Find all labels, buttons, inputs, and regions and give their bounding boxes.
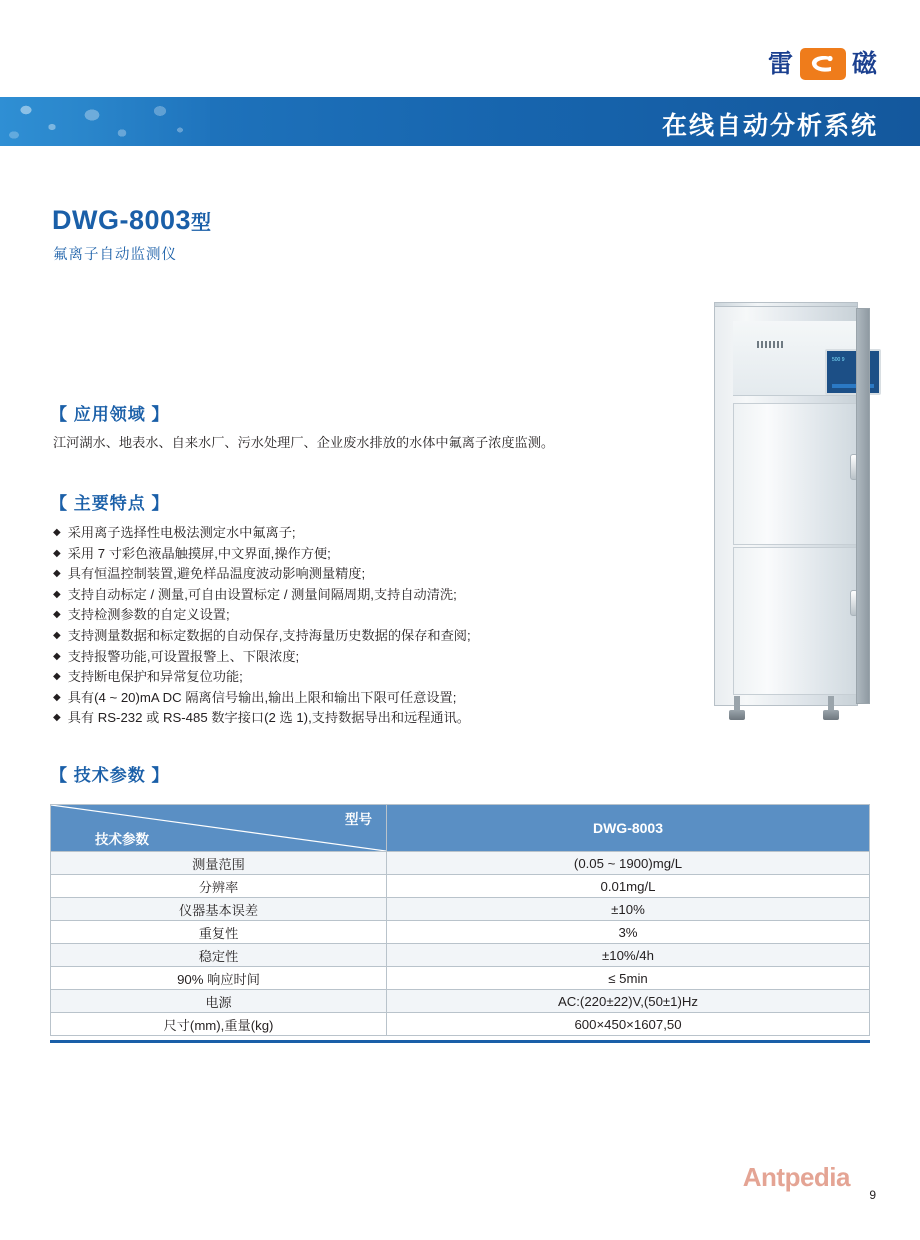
param-name: 90% 响应时间 <box>51 967 387 990</box>
table-row <box>51 1013 870 1036</box>
diamond-bullet-icon: ◆ <box>53 547 61 559</box>
table-header-value: DWG-8003 <box>387 805 870 852</box>
diamond-bullet-icon: ◆ <box>53 671 61 683</box>
table-header-row <box>51 805 870 852</box>
list-item <box>53 564 673 585</box>
section-heading-features: 【 主要特点 】 <box>50 494 170 513</box>
param-name: 测量范围 <box>51 852 387 875</box>
list-item <box>53 688 673 709</box>
list-item <box>53 605 673 626</box>
product-subtitle: 氟离子自动监测仪 <box>53 247 177 263</box>
param-name: 分辨率 <box>51 875 387 898</box>
brand-char-left: 雷 <box>767 49 794 78</box>
feature-text: 支持断电保护和异常复位功能; <box>67 669 243 685</box>
param-name: 稳定性 <box>51 944 387 967</box>
list-item <box>53 667 673 688</box>
param-value: ≤ 5min <box>387 967 870 990</box>
cabinet-foot <box>729 710 745 720</box>
feature-text: 具有(4 ~ 20)mA DC 隔离信号输出,输出上限和输出下限可任意设置; <box>67 689 457 705</box>
param-value: (0.05 ~ 1900)mg/L <box>387 852 870 875</box>
water-drops-decoration <box>0 97 210 146</box>
watermark: Antpedia <box>742 1162 850 1192</box>
param-name: 电源 <box>51 990 387 1013</box>
list-item <box>53 626 673 647</box>
diamond-bullet-icon: ◆ <box>53 588 61 600</box>
diamond-bullet-icon: ◆ <box>53 527 61 538</box>
cabinet-foot <box>823 710 839 720</box>
feature-text: 采用 7 寸彩色液晶触摸屏,中文界面,操作方便; <box>67 545 331 561</box>
table-row <box>51 852 870 875</box>
table-row <box>51 967 870 990</box>
diamond-bullet-icon: ◆ <box>53 712 61 724</box>
product-model: DWG-8003 <box>52 205 192 235</box>
diagonal-split <box>51 805 386 851</box>
feature-text: 支持测量数据和标定数据的自动保存,支持海量历史数据的保存和查阅; <box>67 627 471 643</box>
list-item <box>53 647 673 668</box>
list-item <box>53 523 673 544</box>
brand-char-right: 磁 <box>851 49 878 78</box>
cabinet-side-panel <box>856 308 870 704</box>
cabinet-body <box>714 306 858 706</box>
footer-divider <box>50 1040 870 1043</box>
panel-label-icon <box>757 341 783 348</box>
header-banner <box>0 97 920 146</box>
table-row <box>51 898 870 921</box>
param-value: 600×450×1607,50 <box>387 1013 870 1036</box>
feature-text: 支持报警功能,可设置报警上、下限浓度; <box>67 648 300 664</box>
param-value: 3% <box>387 921 870 944</box>
inesa-swirl-logo-icon <box>800 48 846 80</box>
product-photo <box>700 296 880 726</box>
control-panel <box>733 321 867 396</box>
param-value: 0.01mg/L <box>387 875 870 898</box>
section-heading-tech: 【 技术参数 】 <box>50 766 170 785</box>
table-header-split-cell <box>51 805 387 852</box>
cabinet-upper-door <box>733 403 869 545</box>
table-row <box>51 944 870 967</box>
device-screen <box>825 349 881 395</box>
param-name: 尺寸(mm),重量(kg) <box>51 1013 387 1036</box>
product-model-suffix: 型 <box>191 212 212 234</box>
param-name: 重复性 <box>51 921 387 944</box>
param-name: 仪器基本误差 <box>51 898 387 921</box>
feature-text: 具有恒温控制装置,避免样品温度波动影响测量精度; <box>67 566 366 582</box>
feature-text: 支持自动标定 / 测量,可自由设置标定 / 测量间隔周期,支持自动清洗; <box>67 586 457 602</box>
diamond-bullet-icon: ◆ <box>53 609 61 621</box>
table-header-param-label: 技术参数 <box>95 832 149 847</box>
table-header-model-label: 型号 <box>345 812 372 827</box>
feature-text: 采用离子选择性电极法测定水中氟离子; <box>67 525 296 540</box>
feature-text: 具有 RS-232 或 RS-485 数字接口(2 选 1),支持数据导出和远程通讯。 <box>67 710 470 726</box>
page-title <box>52 205 212 236</box>
features-list <box>53 523 673 729</box>
tech-params-table <box>50 804 870 1036</box>
cabinet-lower-door <box>733 547 869 695</box>
list-item <box>53 544 673 565</box>
feature-text: 支持检测参数的自定义设置; <box>67 607 230 623</box>
diamond-bullet-icon: ◆ <box>53 691 61 703</box>
table-row <box>51 875 870 898</box>
diamond-bullet-icon: ◆ <box>53 650 61 662</box>
diamond-bullet-icon: ◆ <box>53 568 61 580</box>
table-row <box>51 990 870 1013</box>
param-value: ±10%/4h <box>387 944 870 967</box>
list-item <box>53 708 673 729</box>
section-heading-application: 【 应用领域 】 <box>50 405 170 424</box>
screen-readout: 500 9 <box>832 357 845 363</box>
list-item <box>53 585 673 606</box>
application-text: 江河湖水、地表水、自来水厂、污水处理厂、企业废水排放的水体中氟离子浓度监测。 <box>53 435 555 450</box>
table-row <box>51 921 870 944</box>
banner-title: 在线自动分析系统 <box>661 112 878 140</box>
param-value: ±10% <box>387 898 870 921</box>
brand-logo <box>768 48 878 80</box>
diamond-bullet-icon: ◆ <box>53 629 61 641</box>
page-number: 9 <box>869 1188 876 1202</box>
param-value: AC:(220±22)V,(50±1)Hz <box>387 990 870 1013</box>
